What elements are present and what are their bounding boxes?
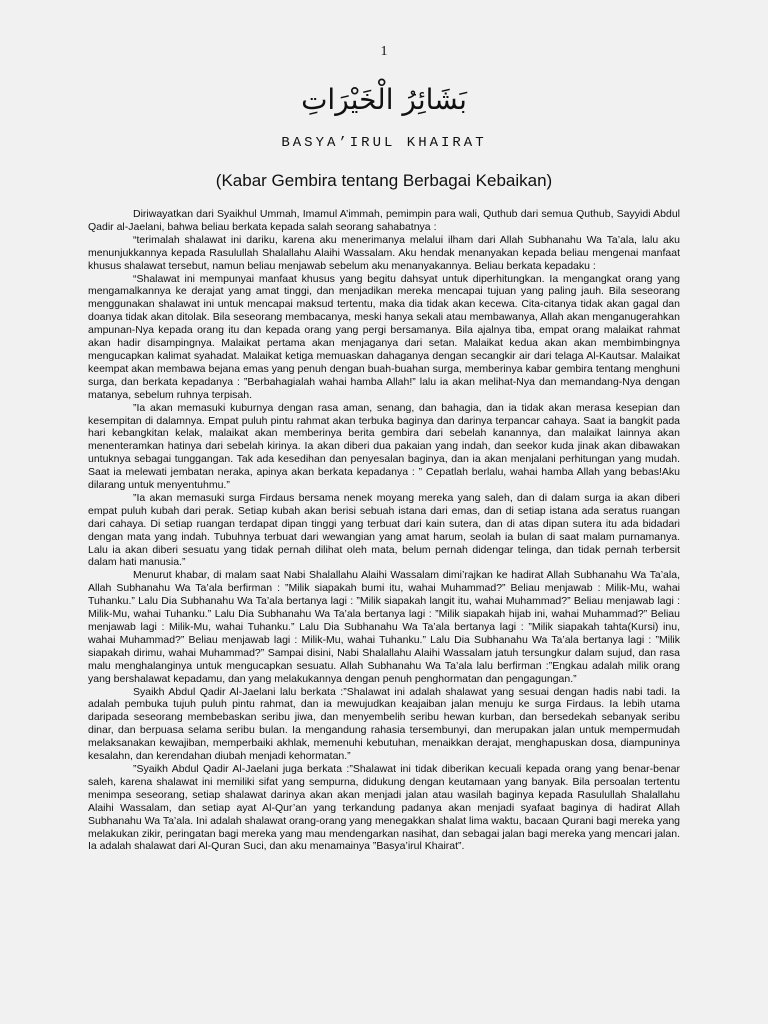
paragraph: “terimalah shalawat ini dariku, karena aku menerimanya melalui ilham dari Allah Subhanahu Wa Ta’ala, lalu aku menunjukkannya kepada Rasulullah Shalallahu Alaihi Wassalam. Aku hendak menanyakan kepada beliau mengenai manfaat khusus shalawat tersebut, namun beliau menjawab sebelum aku menanyakannya. Beliau berkata kepadaku :	[88, 233, 680, 272]
body-text	[88, 208, 680, 853]
title-transliteration: BASYA’IRUL KHAIRAT	[281, 135, 487, 151]
page-number: 1	[380, 44, 388, 59]
paragraph: ”Syaikh Abdul Qadir Al-Jaelani juga berkata :”Shalawat ini tidak diberikan kecuali kepada orang yang benar-benar saleh, karena shalawat ini memiliki sifat yang sempurna, didukung dengan keutamaan yang banyak. Bila persoalan tertentu menimpa seseorang, setiap shalawat darinya akan akan menjadi jalan atau wasilah baginya kepada Rasulullah Shalallahu Alaihi Wassalam, dan setiap ayat Al-Qur’an yang terkandung padanya akan menjadi syafaat baginya di hadirat Allah Subhanahu Wa Ta’ala. Ini adalah shalawat orang-orang yang menegakkan shalat lima waktu, bacaan Qurani bagi mereka yang melakukan zikir, peringatan bagi mereka yang mau mendengarkan nasihat, dan sebagai jalan bagi mereka yang mencari jalan. Ia adalah shalawat dari Al-Quran Suci, dan aku menamainya ”Basya’irul Khairat”.	[88, 762, 680, 853]
subtitle: (Kabar Gembira tentang Berbagai Kebaikan)	[215, 171, 553, 190]
paragraph: “Shalawat ini mempunyai manfaat khusus yang begitu dahsyat untuk diperhitungkan. Ia mengangkat orang yang mengamalkannya ke derajat yang amat tinggi, dan menjadikan mereka mencapai tujuan yang paling jauh. Bila seseorang menggunakan shalawat ini untuk mencapai maksud tertentu, maka dia tidak akan kecewa. Cita-citanya tidak akan gagal dan doanya tidak akan ditolak. Bila seseorang membacanya, meski hanya sekali atau membawanya, Allah akan menganugerahkan ampunan-Nya kepada orang itu dan kepada orang yang pergi bersamanya. Bila ajalnya tiba, empat orang malaikat rahmat akan hadir disampingnya. Malaikat pertama akan menjaganya dari setan. Malaikat kedua akan akan membimbingnya mengucapkan kalimat syahadat. Malaikat ketiga memuaskan dahaganya dengan secangkir air dari telaga Al-Kautsar. Malaikat keempat akan membawa bejana emas yang penuh dengan buah-buahan surga, memberinya kabar gembira tentang menghuni surga, dan berkata kepadanya : ”Berbahagialah wahai hamba Allah!” lalu ia akan melihat-Nya dan memandang-Nya dengan matanya, sebelum ruhnya terpisah.	[88, 272, 680, 401]
arabic-title: بَشَائِرُ الْخَيْرَاتِ	[301, 83, 467, 116]
paragraph: Menurut khabar, di malam saat Nabi Shalallahu Alaihi Wassalam dimi’rajkan ke hadirat Allah Subhanahu Wa Ta’ala, Allah Subhanahu Wa Ta’ala berfirman : ”Milik siapakah bumi itu, wahai Muhammad?” Beliau menjawab : Milik-Mu, wahai Tuhanku.” Lalu Dia Subhanahu Wa Ta’ala bertanya lagi : ”Milik siapakah langit itu, wahai Muhammad?” Beliau menjawab lagi : Milik-Mu, wahai Tuhanku.” Lalu Dia Subhanahu Wa Ta’ala bertanya lagi : ”Milik siapakah hijab ini, wahai Muhammad?” Beliau menjawab lagi : Milik-Mu, wahai Tuhanku.” Lalu Dia Subhanahu Wa Ta’ala bertanya lagi : ”Milik siapakah tahta(Kursi) inu, wahai Muhammad?” Beliau menjawab lagi : Milik-Mu, wahai Tuhanku.” Lalu Dia Subhanahu Wa Ta’ala bertanya lagi : ”Milik siapakah dirimu, wahai Muhammad?” Sampai disini, Nabi Shalallahu Alaihi Wassalam jatuh tersungkur dalam sujud, dan rasa malu menghalanginya untuk mengucapkan sesuatu. Allah Subhanahu Wa Ta’ala lalu berfirman :”Engkau adalah milik orang yang bershalawat kepadamu, dan yang melakukannya dengan penuh penghormatan dan pengagungan.”	[88, 569, 680, 685]
paragraph: ”Ia akan memasuki kuburnya dengan rasa aman, senang, dan bahagia, dan ia tidak akan merasa kesepian dan kesempitan di dalamnya. Empat puluh pintu rahmat akan terbuka baginya dan darinya terpancar cahaya. Saat ia bangkit pada hari kebangkitan kelak, malaikat akan memberinya berita gembira dari sebelah kanannya, dan malaikat lainnya akan menenteramkan hatinya dari sebelah kirinya. Ia akan diberi dua pakaian yang indah, dan seekor kuda jinak akan dibawakan untuknya sebagai tunggangan. Tak ada kesedihan dan penyesalan baginya, dan ia akan menjalani perhitungan yang mudah. Saat ia melewati jembatan neraka, apinya akan berkata kepadanya : ” Cepatlah berlalu, wahai hamba Allah yang bebas!Aku dilarang untuk menyentuhmu.”	[88, 401, 680, 492]
paragraph: ”Ia akan memasuki surga Firdaus bersama nenek moyang mereka yang saleh, dan di dalam surga ia akan diberi empat puluh kubah dari perak. Setiap kubah akan berisi sebuah istana dari emas, dan di setiap istana ada seratus ruangan dari cahaya. Di setiap ruangan terdapat dipan tinggi yang terbuat dari kain sutera, dan di atas dipan sutera itu ada bidadari dengan mata yang indah. Tubuhnya terbuat dari wewangian yang amat harum, seolah ia bulan di saat malam purnamanya. Lalu ia akan diberi sesuatu yang tidak pernah dilihat oleh mata, belum pernah didengar telinga, dan tidak pernah terbersit dalam hati manusia.”	[88, 491, 680, 569]
paragraph: Syaikh Abdul Qadir Al-Jaelani lalu berkata :”Shalawat ini adalah shalawat yang sesuai dengan hadis nabi tadi. Ia adalah pembuka tujuh puluh pintu rahmat, dan ia mewujudkan keajaiban jalan menuju ke surga Firdaus. Ia lebih utama daripada seseorang membebaskan seribu jiwa, dan menyembelih seribu hewan kurban, dan bersedekah sebanyak seribu dinar, dan berpuasa selama seribu bulan. Ia mengandung rahasia tersembunyi, dan merupakan jalan untuk mempermudah melaksanakan kewajiban, memperbaiki akhlak, memenuhi kebutuhan, menaikkan derajat, menghapuskan dosa, diampuninya kesalahn, dan kerendahan diubah menjadi kehormatan.”	[88, 685, 680, 763]
paragraph: Diriwayatkan dari Syaikhul Ummah, Imamul A’immah, pemimpin para wali, Quthub dari semua Quthub, Sayyidi Abdul Qadir al-Jaelani, bahwa beliau berkata kepada salah seorang sahabatnya :	[88, 208, 680, 233]
